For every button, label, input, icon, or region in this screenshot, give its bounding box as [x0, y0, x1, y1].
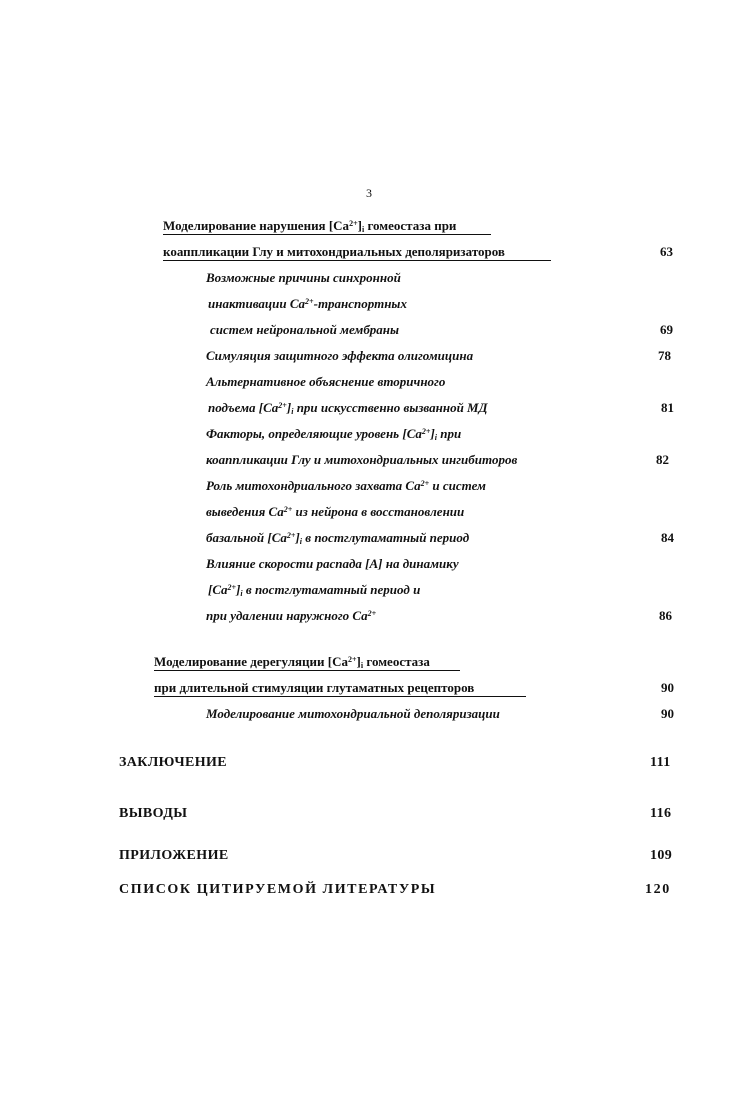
page-number-81: 81	[661, 400, 674, 415]
heading-1-bracket: ]	[357, 218, 362, 233]
item-f-text-3: при удалении наружного Ca	[206, 608, 368, 623]
toc-item-f-line-1	[206, 556, 459, 572]
heading-1-text-line-2: коаппликации Глу и митохондриальных деполяризаторов	[163, 244, 505, 259]
item-e-text-1a: Роль митохондриального захвата Ca	[206, 478, 421, 493]
heading-2-underline-1	[154, 670, 460, 671]
toc-appendix	[119, 848, 229, 864]
toc-page-90-b	[661, 706, 674, 722]
heading-1-underline-2	[163, 260, 551, 261]
page-number-78: 78	[658, 348, 671, 363]
item-d-subscript: i	[434, 433, 438, 442]
item-b-text: Симуляция защитного эффекта олигомицина	[206, 348, 474, 363]
page-number-116: 116	[650, 806, 672, 821]
toc-page-90-a	[661, 680, 674, 696]
item-a-text-2b: -транспортных	[313, 296, 407, 311]
heading-2-underline-2	[154, 696, 526, 697]
toc-references	[119, 882, 436, 898]
toc-heading-1-line-2	[163, 244, 505, 260]
toc-item-c-line-1	[206, 374, 445, 390]
toc-item-a-line-3	[210, 322, 399, 338]
item-c-subscript: i	[291, 407, 294, 416]
page-number-69: 69	[660, 322, 673, 337]
page-number-text: 3	[366, 186, 372, 200]
toc-item-e-line-2	[206, 504, 464, 520]
toc-page-109	[650, 848, 672, 864]
toc-item-b-line-1	[206, 348, 473, 364]
page-number-86: 86	[659, 608, 672, 623]
toc-page-81	[661, 400, 674, 416]
toc-item-f-line-3	[206, 608, 376, 624]
toc-page-111	[650, 755, 671, 771]
heading-2-text-b: гомеостаза	[363, 654, 430, 669]
toc-item-e-line-3	[206, 530, 469, 546]
item-c-text-2b: при искусственно вызванной МД	[293, 400, 488, 415]
item-f-text-2b: в постглутаматный период и	[242, 582, 421, 597]
toc-item-d-line-2	[206, 452, 517, 468]
heading-2-superscript: 2+	[347, 655, 357, 664]
item-e-text-2b: из нейрона в восстановлении	[292, 504, 465, 519]
toc-heading-2-line-2	[154, 680, 474, 696]
item-e-text-2a: выведения Ca	[206, 504, 284, 519]
heading-1-text-a: Моделирование нарушения [Ca	[163, 218, 350, 233]
item-e-text-1b: и систем	[429, 478, 486, 493]
heading-1-underline-1	[163, 234, 491, 235]
page-number-90-heading: 90	[661, 680, 674, 695]
toc-page-63	[660, 244, 673, 260]
heading-2-subscript: i	[360, 661, 364, 670]
conclusion-label: ЗАКЛЮЧЕНИЕ	[119, 755, 228, 770]
toc-item-e-line-1	[206, 478, 486, 494]
toc-item-f-line-2	[208, 582, 420, 598]
toc-heading-1-line-1	[163, 218, 456, 234]
item-c-text-1: Альтернативное объяснение вторичного	[206, 374, 446, 389]
item-c-bracket: ]	[286, 400, 292, 415]
toc-item-g	[206, 706, 500, 722]
item-e-superscript-3: 2+	[286, 531, 296, 540]
page-number-90-item: 90	[661, 706, 674, 721]
page-number-120: 120	[645, 882, 671, 897]
item-d-bracket: ]	[430, 426, 435, 441]
toc-item-a-line-2	[208, 296, 407, 312]
item-e-subscript: i	[299, 537, 303, 546]
item-e-superscript-1: 2+	[420, 479, 430, 488]
toc-findings	[119, 806, 187, 822]
item-a-text-1: Возможные причины синхронной	[206, 270, 401, 285]
item-f-bracket: ]	[236, 582, 241, 597]
item-c-text-2a: подъема [Ca	[208, 400, 279, 415]
item-a-superscript: 2+	[305, 297, 314, 306]
item-d-text-1a: Факторы, определяющие уровень [Ca	[206, 426, 422, 441]
toc-page-120	[645, 882, 671, 898]
toc-page-116	[650, 806, 671, 822]
item-e-bracket: ]	[295, 530, 300, 545]
toc-page-69	[660, 322, 673, 338]
heading-1-superscript: 2+	[349, 219, 358, 228]
item-d-text-2: коаппликации Глу и митохондриальных ингибиторов	[206, 452, 518, 467]
item-a-text-3: систем нейрональной мембраны	[210, 322, 400, 337]
page-number-109: 109	[650, 848, 673, 863]
item-f-superscript-2: 2+	[227, 583, 237, 592]
item-g-text: Моделирование митохондриальной деполяризации	[206, 706, 500, 721]
page-number-82: 82	[656, 452, 669, 467]
item-f-superscript-3: 2+	[367, 609, 377, 618]
item-f-text-2a: [Ca	[208, 582, 228, 597]
toc-page-78	[658, 348, 671, 364]
appendix-label: ПРИЛОЖЕНИЕ	[119, 848, 229, 863]
toc-conclusion	[119, 755, 227, 771]
item-d-superscript: 2+	[421, 427, 431, 436]
page-number-84: 84	[661, 530, 674, 545]
heading-1-subscript: i	[361, 225, 365, 234]
item-f-subscript: i	[240, 589, 243, 598]
item-e-text-3a: базальной [Ca	[206, 530, 287, 545]
toc-page-82	[656, 452, 669, 468]
page-number-111: 111	[650, 755, 671, 770]
toc-item-c-line-2	[208, 400, 488, 416]
heading-1-text-b: гомеостаза при	[364, 218, 457, 233]
toc-item-d-line-1	[206, 426, 461, 442]
heading-2-text-line-2: при длительной стимуляции глутаматных рецепторов	[154, 680, 475, 695]
toc-item-a-line-1	[206, 270, 401, 286]
references-label: СПИСОК ЦИТИРУЕМОЙ ЛИТЕРАТУРЫ	[119, 882, 437, 897]
toc-page-84	[661, 530, 674, 546]
item-e-text-3b: в постглутаматный период	[302, 530, 470, 545]
page-number	[366, 186, 372, 201]
page-number-63: 63	[660, 244, 673, 259]
heading-2-text-a: Моделирование дерегуляции [Ca	[154, 654, 348, 669]
toc-page-86	[659, 608, 672, 624]
toc-heading-2-line-1	[154, 654, 430, 670]
item-a-text-2a: инактивации Ca	[208, 296, 306, 311]
item-c-superscript: 2+	[278, 401, 287, 410]
heading-2-bracket: ]	[356, 654, 361, 669]
findings-label: ВЫВОДЫ	[119, 806, 188, 821]
item-d-text-1b: при	[437, 426, 462, 441]
item-e-superscript-2: 2+	[283, 505, 293, 514]
item-f-text-1: Влияние скорости распада [A] на динамику	[206, 556, 459, 571]
